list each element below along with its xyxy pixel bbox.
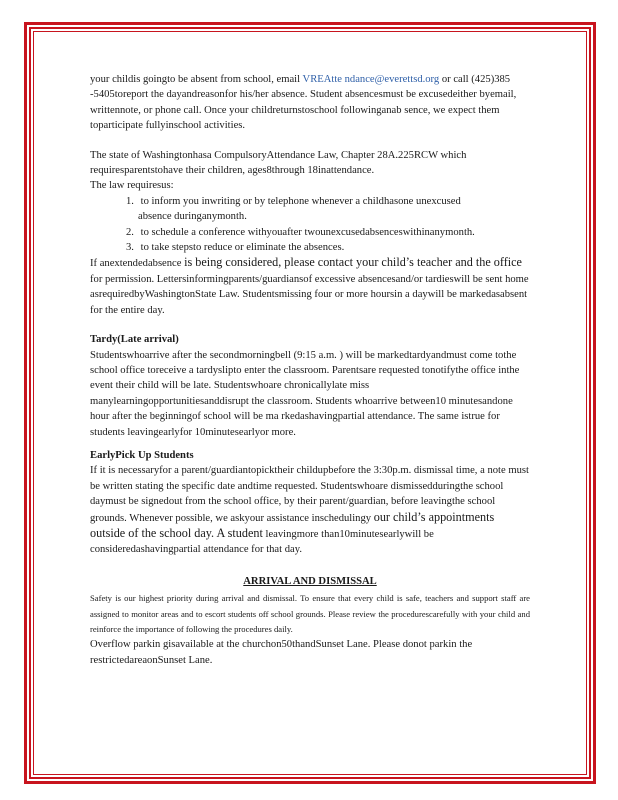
safety-paragraph: Safety is our highest priority during arrival and dismissal. To ensure that every child is safe, teachers and support staff are assigned to monitor areas and to escort students off school grounds. Please review the procedurescarefully with your child and reinforce the importance of following the procedures daily.	[90, 593, 530, 634]
intro-text-a: your childis goingto be absent from school, email	[90, 74, 301, 85]
tardy-paragraph: Studentswhoarrive after the secondmorningbell (9:15 a.m. ) will be markedtardyandmust come tothe school office toreceive a tardyslipto enter the classroom. Parentsare requested tonotifythe office inthe event their child will be late. Studentswhoare chronicallylate miss manylearningopportunitiesanddisrupt the classroom. Students whoarrive between10 minutesandone hour after the beginningof school will be ma rkedashavingpartial attendance. The same istrue for students leavingearlyfor 10minutesearlyor more.	[90, 349, 520, 438]
intro-text-b: or call (425)385 -5405toreport the dayandreasonfor his/her absence. Student absencesmust be excusedeither byemail, writtennote, or phone call. Once your childreturnstoschool followinganab sence, we expect them toparticipate fullyinschool activities.	[90, 74, 517, 132]
attendance-email-link[interactable]: VREAtte ndance@everettsd.org	[302, 74, 440, 85]
law-requirement-item	[126, 240, 530, 255]
extended-text-b: is being considered, please contact your child’s teacher and the office	[184, 255, 522, 270]
list-text: to take stepsto reduce or eliminate the absences.	[140, 242, 345, 254]
early-pickup-paragraph	[90, 463, 530, 557]
list-number: 1.	[126, 195, 134, 207]
early-text-c: leavingmore than10minutesearlywill be consideredashavingpartial attendance for that day.	[90, 528, 434, 556]
law-requires: The law requiresus:	[90, 180, 174, 192]
arrival-dismissal-heading: ARRIVAL AND DISMISSAL	[243, 575, 377, 587]
law-requirement-item	[126, 225, 530, 240]
extended-absence-paragraph	[90, 255, 530, 318]
tardy-heading: Tardy(Late arrival)	[90, 334, 179, 346]
list-text-continued: absence duringanymonth.	[138, 211, 247, 223]
list-text: to inform you inwriting or by telephone whenever a childhasone unexcused	[140, 195, 461, 207]
law-requirements-list	[90, 194, 530, 256]
law-intro: The state of Washingtonhasa CompulsoryAttendance Law, Chapter 28A.225RCW which requiresparentstohave their children, ages8through 18inattendance.	[90, 149, 467, 177]
early-text-a: If it is necessaryfor a parent/guardiantopicktheir childupbefore the 3:30p.m. dismissal time, a note must be written stating the specific date andtime requested. Studentswhoare dismissedduringthe school daymust be signedout from the school office, by their parent/guardian, before leavingthe school grounds. Whenever possible, we askyour assistance inschedulingy	[90, 465, 529, 524]
list-text: to schedule a conference withyouafter twounexcusedabsenceswithinanymonth.	[140, 226, 475, 238]
intro-paragraph	[90, 72, 530, 134]
list-number: 3.	[126, 242, 134, 254]
law-requirement-item	[126, 194, 530, 225]
list-number: 2.	[126, 226, 134, 238]
document-body	[90, 72, 530, 668]
overflow-parking-paragraph: Overflow parkin gisavailable at the churchon50thandSunset Lane. Please donot parkin the restrictedareaonSunset Lane.	[90, 639, 473, 666]
extended-text-a: If anextendedabsence	[90, 258, 182, 270]
early-text-b: our child’s appointments outside of the school day. A student	[90, 509, 495, 540]
extended-text-c: for permission. Lettersinformingparents/guardiansof excessive absencesand/or tardieswill be sent home asrequiredbyWashingtonState Law. Studentsmissing four or more hoursin a daywill be markedasabsent for the entire day.	[90, 273, 529, 316]
early-pickup-heading: EarlyPick Up Students	[90, 449, 194, 461]
